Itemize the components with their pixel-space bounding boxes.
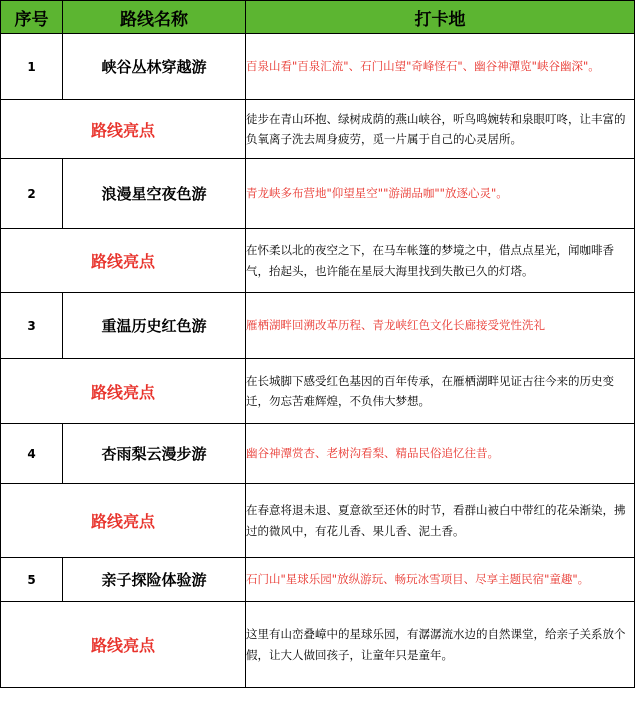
- highlight-label: 路线亮点: [1, 602, 246, 688]
- highlight-label: 路线亮点: [1, 484, 246, 558]
- highlight-row: [1, 602, 635, 688]
- highlight-row: [1, 359, 635, 424]
- highlight-text: 这里有山峦叠嶂中的星球乐园，有潺潺流水边的自然课堂，给亲子关系放个假，让大人做回孩子，让童年只是童年。: [246, 602, 635, 688]
- route-name: 杏雨梨云漫步游: [63, 424, 246, 484]
- route-row: [1, 424, 635, 484]
- header-spots: 打卡地: [246, 1, 635, 34]
- route-name: 亲子探险体验游: [63, 558, 246, 602]
- route-num: 5: [1, 558, 63, 602]
- highlight-row: [1, 100, 635, 159]
- highlight-label: 路线亮点: [1, 100, 246, 159]
- header-num: 序号: [1, 1, 63, 34]
- route-num: 2: [1, 159, 63, 229]
- highlight-text: 在春意将退未退、夏意欲至还休的时节，看群山被白中带红的花朵渐染，拂过的微风中，有花儿香、果儿香、泥土香。: [246, 484, 635, 558]
- route-row: [1, 34, 635, 100]
- header-name: 路线名称: [63, 1, 246, 34]
- route-spots: 幽谷神潭赏杏、老树沟看梨、精品民俗追忆往昔。: [246, 424, 635, 484]
- highlight-row: [1, 229, 635, 293]
- route-name: 峡谷丛林穿越游: [63, 34, 246, 100]
- route-num: 4: [1, 424, 63, 484]
- route-spots: 石门山"星球乐园"放纵游玩、畅玩冰雪项目、尽享主题民宿"童趣"。: [246, 558, 635, 602]
- route-name: 重温历史红色游: [63, 293, 246, 359]
- route-num: 1: [1, 34, 63, 100]
- highlight-text: 徒步在青山环抱、绿树成荫的燕山峡谷，听鸟鸣婉转和泉眼叮咚，让丰富的负氧离子洗去周身疲劳，觅一片属于自己的心灵居所。: [246, 100, 635, 159]
- header-row: [1, 1, 635, 34]
- route-spots: 雁栖湖畔回溯改革历程、青龙峡红色文化长廊接受党性洗礼: [246, 293, 635, 359]
- highlight-text: 在长城脚下感受红色基因的百年传承，在雁栖湖畔见证古往今来的历史变迁，勿忘苦难辉煌，不负伟大梦想。: [246, 359, 635, 424]
- route-spots: 百泉山看"百泉汇流"、石门山望"奇峰怪石"、幽谷神潭览"峡谷幽深"。: [246, 34, 635, 100]
- route-spots: 青龙峡多布营地"仰望星空""游湖品咖""放逐心灵"。: [246, 159, 635, 229]
- highlight-label: 路线亮点: [1, 229, 246, 293]
- route-num: 3: [1, 293, 63, 359]
- route-row: [1, 558, 635, 602]
- route-row: [1, 293, 635, 359]
- highlight-text: 在怀柔以北的夜空之下，在马车帐篷的梦境之中，借点点星光，闻咖啡香气，抬起头，也许能在星辰大海里找到失散已久的灯塔。: [246, 229, 635, 293]
- route-name: 浪漫星空夜色游: [63, 159, 246, 229]
- route-row: [1, 159, 635, 229]
- highlight-label: 路线亮点: [1, 359, 246, 424]
- highlight-row: [1, 484, 635, 558]
